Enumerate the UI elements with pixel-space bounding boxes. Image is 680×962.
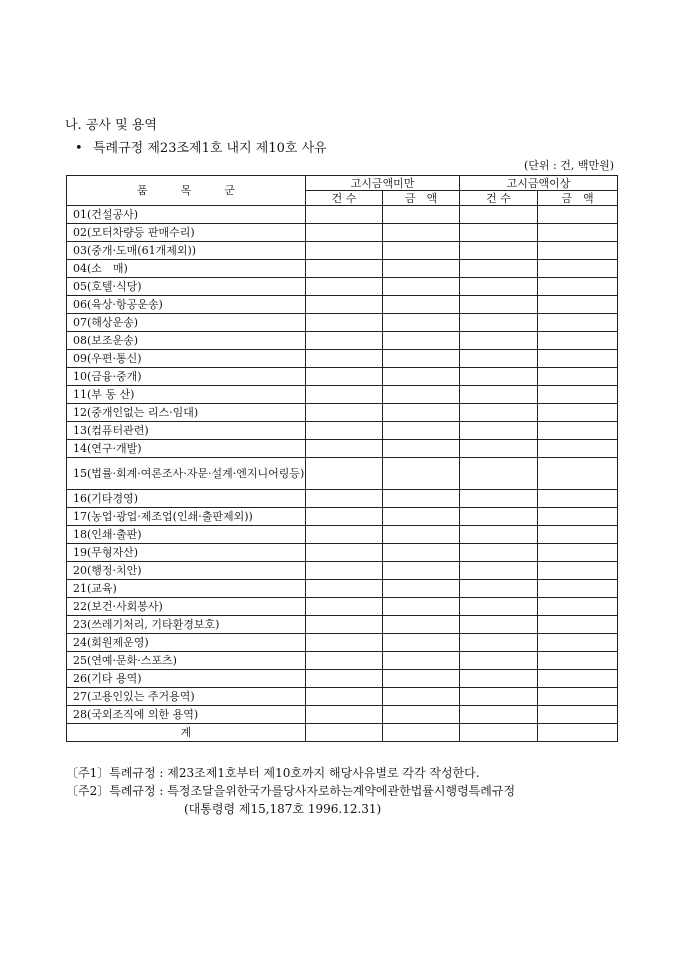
- header-amount-above: 금 액: [538, 191, 618, 206]
- value-cell: [383, 508, 460, 526]
- value-cell: [306, 224, 383, 242]
- table-row: [67, 224, 618, 242]
- value-cell: [383, 616, 460, 634]
- value-cell: [306, 598, 383, 616]
- value-cell: [383, 688, 460, 706]
- table-row: [67, 422, 618, 440]
- value-cell: [460, 314, 538, 332]
- table-row: [67, 562, 618, 580]
- value-cell: [460, 242, 538, 260]
- table-body: [67, 206, 618, 742]
- table-row: [67, 350, 618, 368]
- category-cell: 16(기타경영): [67, 490, 306, 508]
- value-cell: [460, 368, 538, 386]
- value-cell: [383, 296, 460, 314]
- bullet-icon: •: [75, 141, 83, 156]
- value-cell: [306, 706, 383, 724]
- value-cell: [383, 634, 460, 652]
- value-cell: [460, 490, 538, 508]
- header-below-threshold: 고시금액미만: [306, 176, 460, 191]
- value-cell: [306, 688, 383, 706]
- value-cell: [538, 562, 618, 580]
- value-cell: [306, 422, 383, 440]
- value-cell: [383, 368, 460, 386]
- value-cell: [306, 260, 383, 278]
- value-cell: [538, 634, 618, 652]
- category-cell: 07(해상운송): [67, 314, 306, 332]
- category-cell: 27(고용인있는 주거용역): [67, 688, 306, 706]
- value-cell: [383, 242, 460, 260]
- value-cell: [538, 706, 618, 724]
- value-cell: [306, 278, 383, 296]
- table-row: [67, 706, 618, 724]
- value-cell: [538, 224, 618, 242]
- value-cell: [538, 332, 618, 350]
- value-cell: [306, 544, 383, 562]
- table-row: [67, 314, 618, 332]
- value-cell: [306, 562, 383, 580]
- value-cell: [460, 278, 538, 296]
- value-cell: [306, 296, 383, 314]
- value-cell: [383, 206, 460, 224]
- table-row: [67, 652, 618, 670]
- value-cell: [460, 386, 538, 404]
- category-cell: 25(연예·문화·스포츠): [67, 652, 306, 670]
- value-cell: [306, 724, 383, 742]
- table-row: [67, 526, 618, 544]
- category-cell: 11(부 동 산): [67, 386, 306, 404]
- header-category: 품 목 군: [67, 176, 306, 206]
- table-row: [67, 670, 618, 688]
- category-cell: 01(건설공사): [67, 206, 306, 224]
- table-row: [67, 260, 618, 278]
- value-cell: [460, 508, 538, 526]
- value-cell: [306, 458, 383, 490]
- value-cell: [538, 490, 618, 508]
- table-row: [67, 386, 618, 404]
- table-row: [67, 508, 618, 526]
- value-cell: [383, 458, 460, 490]
- note-2: 〔주2〕특례규정 : 특정조달을위한국가를당사자로하는계약에관한법률시행령특례규정: [66, 784, 516, 798]
- value-cell: [538, 296, 618, 314]
- notes: [66, 764, 515, 818]
- value-cell: [538, 458, 618, 490]
- value-cell: [306, 350, 383, 368]
- table-row: [67, 616, 618, 634]
- value-cell: [306, 314, 383, 332]
- category-cell: 02(모터차량등 판매수리): [67, 224, 306, 242]
- table-row: [67, 490, 618, 508]
- value-cell: [460, 616, 538, 634]
- table-row: [67, 368, 618, 386]
- value-cell: [383, 706, 460, 724]
- table-row: [67, 688, 618, 706]
- category-cell: 06(육상·항공운송): [67, 296, 306, 314]
- table-row: [67, 440, 618, 458]
- header-amount-below: 금 액: [383, 191, 460, 206]
- total-label: 계: [67, 724, 306, 742]
- value-cell: [538, 206, 618, 224]
- category-cell: 24(회원제운영): [67, 634, 306, 652]
- table-row: [67, 598, 618, 616]
- header-count-below: 건 수: [306, 191, 383, 206]
- value-cell: [538, 616, 618, 634]
- value-cell: [538, 598, 618, 616]
- value-cell: [538, 278, 618, 296]
- value-cell: [306, 440, 383, 458]
- value-cell: [383, 562, 460, 580]
- category-cell: 22(보건·사회봉사): [67, 598, 306, 616]
- value-cell: [383, 490, 460, 508]
- category-cell: 08(보조운송): [67, 332, 306, 350]
- value-cell: [538, 368, 618, 386]
- value-cell: [306, 616, 383, 634]
- value-cell: [460, 634, 538, 652]
- value-cell: [538, 314, 618, 332]
- category-cell: 12(중개인없는 리스·임대): [67, 404, 306, 422]
- value-cell: [383, 260, 460, 278]
- value-cell: [306, 332, 383, 350]
- value-cell: [538, 422, 618, 440]
- value-cell: [306, 634, 383, 652]
- value-cell: [460, 670, 538, 688]
- category-cell: 17(농업·광업·제조업(인쇄·출판제외)): [67, 508, 306, 526]
- value-cell: [538, 440, 618, 458]
- value-cell: [460, 422, 538, 440]
- value-cell: [538, 652, 618, 670]
- value-cell: [306, 490, 383, 508]
- header-above-threshold: 고시금액이상: [460, 176, 618, 191]
- value-cell: [538, 526, 618, 544]
- value-cell: [538, 350, 618, 368]
- value-cell: [306, 670, 383, 688]
- unit-label: (단위 : 건, 백만원): [523, 159, 614, 172]
- value-cell: [538, 260, 618, 278]
- table-row: [67, 634, 618, 652]
- category-cell: 05(호텔·식당): [67, 278, 306, 296]
- contract-table: [66, 175, 618, 742]
- value-cell: [306, 386, 383, 404]
- value-cell: [306, 580, 383, 598]
- value-cell: [460, 580, 538, 598]
- subtitle-text: 특례규정 제23조제1호 내지 제10호 사유: [93, 141, 327, 156]
- value-cell: [383, 440, 460, 458]
- value-cell: [306, 526, 383, 544]
- value-cell: [460, 598, 538, 616]
- value-cell: [383, 404, 460, 422]
- subtitle: [75, 137, 327, 156]
- category-cell: 21(교육): [67, 580, 306, 598]
- value-cell: [383, 598, 460, 616]
- note-1: 〔주1〕특례규정 : 제23조제1호부터 제10호까지 해당사유별로 각각 작성한다.: [66, 766, 480, 780]
- value-cell: [538, 404, 618, 422]
- value-cell: [383, 224, 460, 242]
- value-cell: [460, 332, 538, 350]
- value-cell: [460, 458, 538, 490]
- category-cell: 28(국외조직에 의한 용역): [67, 706, 306, 724]
- category-cell: 20(행정·치안): [67, 562, 306, 580]
- note-2-reference: (대통령령 제15,187호 1996.12.31): [184, 802, 382, 816]
- category-cell: 15(법률·회계·여론조사·자문·설계·엔지니어링등): [67, 458, 306, 490]
- category-cell: 04(소 매): [67, 260, 306, 278]
- value-cell: [460, 706, 538, 724]
- category-cell: 23(쓰레기처리, 기타환경보호): [67, 616, 306, 634]
- value-cell: [538, 544, 618, 562]
- category-cell: 19(무형자산): [67, 544, 306, 562]
- header-count-above: 건 수: [460, 191, 538, 206]
- category-cell: 03(중개·도매(61개제외)): [67, 242, 306, 260]
- category-cell: 10(금융·중개): [67, 368, 306, 386]
- value-cell: [460, 260, 538, 278]
- value-cell: [306, 508, 383, 526]
- value-cell: [460, 296, 538, 314]
- value-cell: [538, 670, 618, 688]
- value-cell: [460, 724, 538, 742]
- table-row: [67, 458, 618, 490]
- value-cell: [460, 526, 538, 544]
- section-title: 나. 공사 및 용역: [65, 118, 157, 133]
- value-cell: [538, 508, 618, 526]
- category-cell: 14(연구·개발): [67, 440, 306, 458]
- value-cell: [460, 224, 538, 242]
- table-row: [67, 404, 618, 422]
- value-cell: [383, 580, 460, 598]
- value-cell: [383, 314, 460, 332]
- total-row: [67, 724, 618, 742]
- value-cell: [538, 242, 618, 260]
- value-cell: [383, 332, 460, 350]
- value-cell: [383, 526, 460, 544]
- value-cell: [538, 688, 618, 706]
- value-cell: [306, 652, 383, 670]
- category-cell: 18(인쇄·출판): [67, 526, 306, 544]
- table-row: [67, 242, 618, 260]
- table-row: [67, 296, 618, 314]
- value-cell: [538, 386, 618, 404]
- category-cell: 26(기타 용역): [67, 670, 306, 688]
- value-cell: [460, 440, 538, 458]
- value-cell: [460, 562, 538, 580]
- table-row: [67, 332, 618, 350]
- value-cell: [383, 386, 460, 404]
- value-cell: [383, 278, 460, 296]
- value-cell: [306, 206, 383, 224]
- value-cell: [538, 724, 618, 742]
- value-cell: [460, 652, 538, 670]
- value-cell: [460, 206, 538, 224]
- value-cell: [383, 670, 460, 688]
- value-cell: [460, 350, 538, 368]
- value-cell: [383, 422, 460, 440]
- category-cell: 09(우편·통신): [67, 350, 306, 368]
- value-cell: [383, 652, 460, 670]
- table-row: [67, 544, 618, 562]
- value-cell: [460, 404, 538, 422]
- table-row: [67, 278, 618, 296]
- value-cell: [383, 544, 460, 562]
- value-cell: [383, 724, 460, 742]
- value-cell: [460, 688, 538, 706]
- value-cell: [460, 544, 538, 562]
- value-cell: [538, 580, 618, 598]
- value-cell: [306, 404, 383, 422]
- value-cell: [383, 350, 460, 368]
- table-row: [67, 580, 618, 598]
- category-cell: 13(컴퓨터관련): [67, 422, 306, 440]
- value-cell: [306, 368, 383, 386]
- value-cell: [306, 242, 383, 260]
- table-row: [67, 206, 618, 224]
